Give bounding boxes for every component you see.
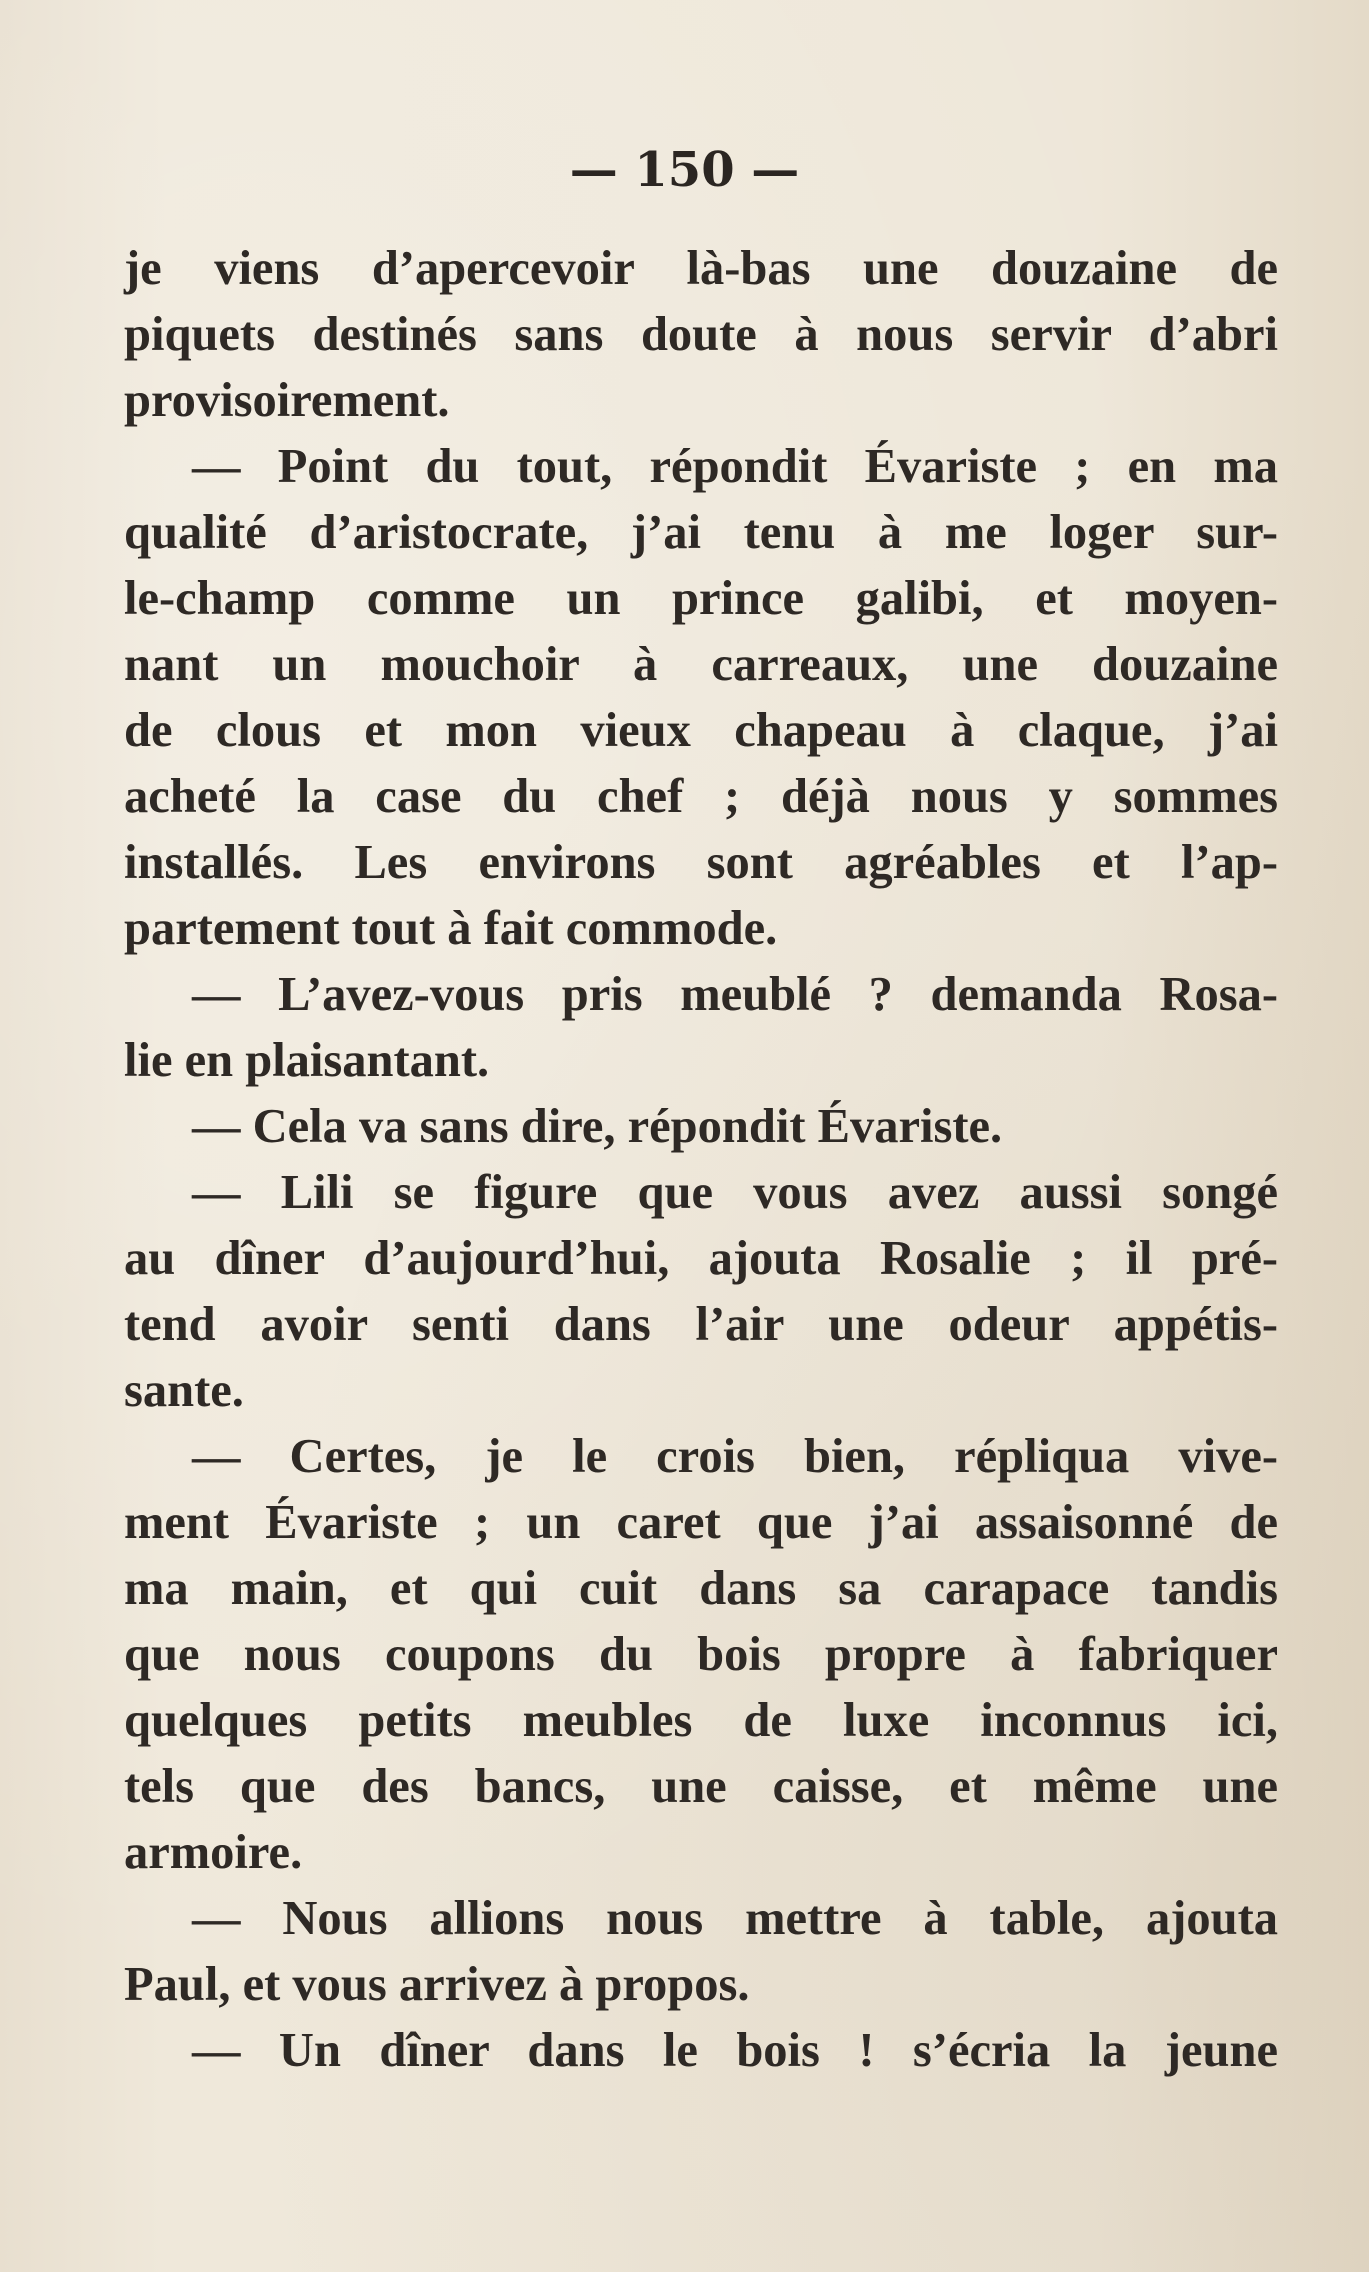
text-line: — Cela va sans dire, répondit Évariste. [192,1100,1003,1153]
text-line: armoire. [124,1826,303,1879]
text-line: nant un mouchoir à carreaux, une douzaine [124,638,1278,691]
text-line: acheté la case du chef ; déjà nous y sommes [124,770,1278,823]
text-line: — L’avez-vous pris meublé ? demanda Rosa- [192,968,1278,1021]
text-line: ment Évariste ; un caret que j’ai assaisonné de [124,1496,1278,1549]
text-line: — Point du tout, répondit Évariste ; en ma [192,440,1278,493]
body-text [124,236,1278,2084]
text-line: au dîner d’aujourd’hui, ajouta Rosalie ; il pré- [124,1232,1278,1285]
text-line: je viens d’apercevoir là-bas une douzaine de [124,242,1278,295]
text-line: de clous et mon vieux chapeau à claque, j’ai [124,704,1278,757]
text-line: tels que des bancs, une caisse, et même une [124,1760,1278,1813]
text-line: Paul, et vous arrivez à propos. [124,1958,750,2011]
text-line: qualité d’aristocrate, j’ai tenu à me loger sur- [124,506,1278,559]
text-line: ma main, et qui cuit dans sa carapace tandis [124,1562,1278,1615]
text-line: — Lili se figure que vous avez aussi songé [192,1166,1278,1219]
text-line: piquets destinés sans doute à nous servir d’abri [124,308,1278,361]
text-line: installés. Les environs sont agréables et l’ap- [124,836,1278,889]
text-line: tend avoir senti dans l’air une odeur appétis- [124,1298,1278,1351]
text-line: partement tout à fait commode. [124,902,778,955]
text-line: provisoirement. [124,374,450,427]
page-number: — 150 — [569,142,800,198]
text-line: — Un dîner dans le bois ! s’écria la jeune [192,2024,1278,2077]
text-line: sante. [124,1364,244,1417]
text-line: — Nous allions nous mettre à table, ajouta [192,1892,1278,1945]
text-line: quelques petits meubles de luxe inconnus ici, [124,1694,1278,1747]
text-line: le-champ comme un prince galibi, et moyen- [124,572,1278,625]
text-line: lie en plaisantant. [124,1034,490,1087]
text-line: — Certes, je le crois bien, répliqua vive- [192,1430,1278,1483]
text-line: que nous coupons du bois propre à fabriquer [124,1628,1278,1681]
